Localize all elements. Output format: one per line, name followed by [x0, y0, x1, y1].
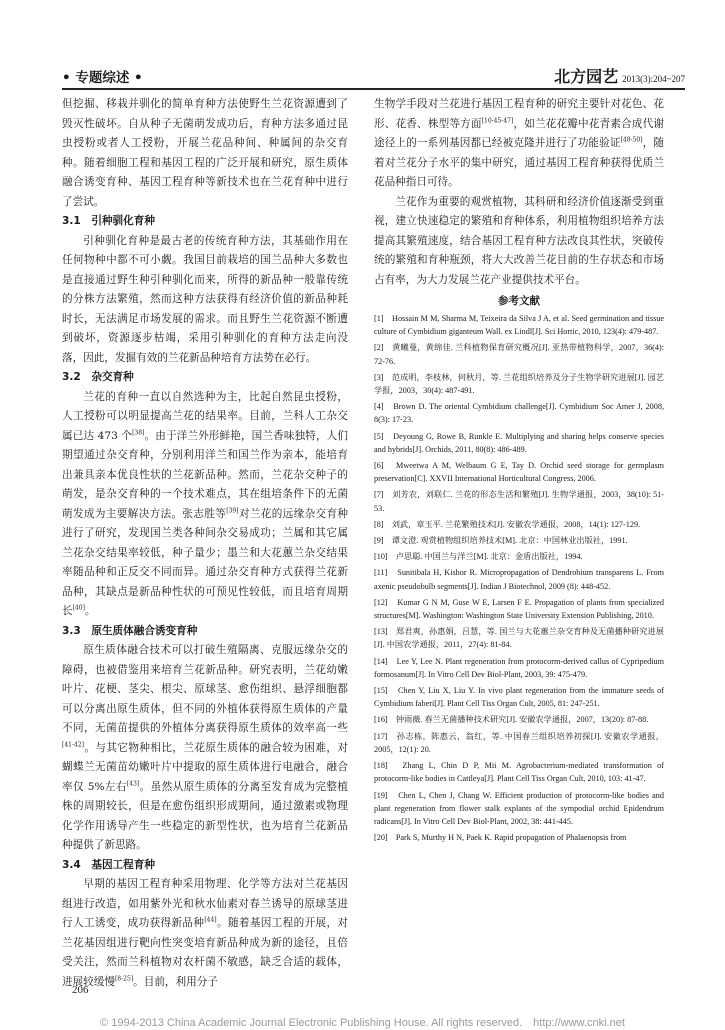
reference-item: [6] Mweetwa A M, Welbaum G E, Tay D. Orchid seed storage for germplasm preservation[C]. XXVII International Horticultural Congress, 2006. — [374, 461, 664, 484]
body-text: 。由于洋兰外形鲜艳，国兰香味独特，人们期望通过杂交育种，分别利用洋兰和国兰作为亲本，能培育出兼具亲本优良性状的兰花新品种。然而，兰花杂交种子的萌发，是杂交育种的一个技术难点，其在组培条件下的无菌萌发成为主要解决方法。张志胜等 — [62, 429, 348, 520]
journal-info — [554, 64, 685, 87]
body-text: 。 — [84, 605, 96, 617]
citation: [40] — [72, 604, 85, 612]
section-3-2-title: 3.2 杂交育种 — [62, 371, 134, 383]
body-text: 兰花的育种一直以自然选种为主，比起自然昆虫授粉，人工授粉可以明显提高兰花的结果率。目前，兰科人工杂交属已达 473 个 — [62, 390, 348, 442]
reference-item: [18] Zhang L, Chin D P, Mii M. Agrobacterium-mediated transformation of protocorm-like bodies in Cattleya[J]. Plant Cell Tiss Organ Cult, 2010, 103: 41-47. — [374, 761, 664, 784]
citation: [43] — [126, 779, 140, 787]
intro-paragraph: 但挖掘、移栽并驯化的简单育种方法使野生兰花资源遭到了毁灭性破坏。自从种子无菌萌发成功后，育种方法多通过昆虫授粉或者人工授粉，开展兰花品种间、种属间的杂交育种。随着细胞工程和基因工程的广泛开展和研究，原生质体融合诱变育种、基因工程育种等新技术也在兰花育种中进行了尝试。 — [62, 98, 348, 208]
reference-item: [10] 卢思聪. 中国兰与洋兰[M]. 北京：金盾出版社，1994. — [374, 552, 583, 562]
reference-item: [9] 谭文澄. 观赏植物组织培养技术[M]. 北京：中国林业出版社，1991. — [374, 536, 628, 546]
reference-item: [13] 郑君爽，孙惠娟，吕慧，等. 国兰与大花蕙兰杂交育种及无菌播种研究进展[J]. 中国农学通报，2011，27(4): 81-84. — [374, 627, 664, 650]
citation: [38] — [132, 428, 145, 436]
body-text: 。与其它物种相比，兰花原生质体的融合较为困难，对蝴蝶兰无菌苗幼嫩叶片中提取的原生质体进行电融合，融合率仅 5%左右 — [62, 741, 348, 793]
section-3-1-body: 引种驯化育种是最古老的传统育种方法，其基础作用在任何物种中都不可小觑。我国目前栽培的国兰品种大多数也是直接通过野生种引种驯化而来，所得的新品种一般靠传统的分株方法繁殖，然而这种方法获得有经济价值的新品种耗时长，无法满足市场发展的需求。而且野生兰花资源不断遭到破坏，资源逐步枯竭，采用引种驯化的育种方法走向没落，因此，发掘有效的兰花新品种培育方法势在必行。 — [62, 234, 348, 364]
journal-issue: 2013(3):204~207 — [622, 74, 685, 84]
journal-name: 北方园艺 — [554, 67, 619, 86]
citation: [48-50] — [620, 136, 643, 144]
body-text: ，随着对兰花分子水平的集中研究，通过基因工程育种获得优质兰花品种指日可待。 — [374, 137, 665, 188]
body-text: 。目前，利用分子 — [133, 975, 218, 988]
reference-item: [17] 孙志栋，陈惠云，翁红，等. 中国春兰组织培养初探[J]. 安徽农学通报，2005，12(1): 20. — [374, 731, 664, 754]
section-3-1-title: 3.1 引种驯化育种 — [62, 215, 155, 227]
right-column — [374, 95, 664, 847]
reference-item: [20] Park S, Murthy H N, Paek K. Rapid propagation of Phalaenopsis from — [374, 833, 627, 843]
reference-item: [19] Chen L, Chen J, Chang W. Efficient production of protocorm-like bodies and plant regeneration from flower stalk explants of the sympodial orchid Epidendrum radicans[J]. In Vitro Cell Dev Biol-Plant, 2002, 38: 441-445. — [374, 790, 664, 826]
citation: [10-45-47] — [481, 116, 514, 124]
section-3-4-body — [62, 875, 348, 992]
body-text: 原生质体融合技术可以打破生殖隔离、克服远缘杂交的障碍，也被借鉴用来培育兰花新品种。研究表明，兰花幼嫩叶片、花梗、茎尖、根尖、原球茎、愈伤组织、悬浮细胞都可以分离出原生质体，但不同的外植体获得原生质体的产量不同，无菌苗提供的外植体分离获得原生质体的效率高一些 — [62, 644, 348, 734]
citation: [8-25] — [114, 974, 134, 982]
reference-item: [8] 刘武，章玉平. 兰花繁殖技术[J]. 安徽农学通报，2008，14(1): 127-129. — [374, 519, 641, 529]
reference-item: [5] Deyoung G, Rowe B, Runkle E. Multiplying and sharing helps conserve species and hybrids[J]. Orchids, 2011, 80(8): 486-489. — [374, 431, 664, 454]
reference-item: [15] Chen Y, Liu X, Liu Y. In vivo plant regeneration from the immature seeds of Cymbidium faberi[J]. Plant Cell Tiss Organ Cult, 2005, 81: 247-251. — [374, 686, 664, 709]
citation: [41-42] — [62, 740, 84, 748]
body-text: 。随着基因工程的开展，对兰花基因组进行靶向性突变培育新品种成为新的途径，且倍受关注，然而兰科植物对农杆菌不敏感，缺乏合适的载体，进展较缓慢 — [62, 917, 349, 988]
reference-item: [7] 刘芳农，刘联仁. 兰花的形态生活和繁殖[J]. 生物学通报，2003，38(10): 51-53. — [374, 490, 664, 513]
reference-item: [12] Kumar G N M, Guse W E, Larsen F E. Propagation of plants from specialized structures[M]. Washington: Washington State University Extension Publishing, 2010. — [374, 597, 664, 621]
conclusion-paragraph: 兰花作为重要的观赏植物，其科研和经济价值逐渐受到重视，建立快速稳定的繁殖和育种体系，利用植物组织培养方法提高其繁殖速度，结合基因工程育种方法改良其性状，突破传统的繁殖和育种瓶颈，将大大改善兰花目前的生存状态和市场占有率，为大力发展兰花产业提供技术平台。 — [374, 195, 664, 286]
body-text: ，如兰花花瓣中花青素合成代谢途径上的一系列基因都已经被克隆并进行了功能验证 — [374, 117, 665, 149]
left-column — [62, 95, 348, 992]
references-title: 参考文献 — [498, 295, 540, 307]
body-text: 生物学手段对兰花进行基因工程育种的研究主要针对花色、花形、花香、株型等方面 — [374, 98, 664, 130]
references-list — [374, 312, 664, 844]
citation: [39] — [226, 506, 239, 514]
reference-item: [11] Sunitibala H, Kishor R. Micropropagation of Dendrobium transparens L. From axenic pseudobulb segments[J]. Indian J Biotechnol, 2009 (8): 448-452. — [374, 568, 664, 591]
section-3-3-body — [62, 641, 348, 856]
section-label: • 专题综述 • — [62, 70, 143, 86]
reference-item: [2] 黄曦曼，黄绵佳. 兰科植物保育研究概况[J]. 亚热带植物科学，2007，36(4): 72-76. — [374, 343, 664, 366]
reference-item: [4] Brown D. The oriental Cymbidium challenge[J]. Cymbidium Soc Amer J, 2008, 8(3): 17-23. — [374, 402, 664, 425]
reference-item: [1] Hossain M M, Sharma M, Teixeira da Silva J A, et al. Seed germination and tissue culture of Cymbidium giganteum Wall. ex Lindl[J]. Sci Hortic, 2010, 123(4): 479-487. — [374, 314, 664, 337]
page-header — [62, 64, 685, 86]
body-text: 对兰花的远缘杂交育种进行了研究，发现国兰类各种间杂交易成功；兰属和其它属兰花杂交结果率较低，种子量少；墨兰和大花蕙兰杂交结果率随品种和正反交不同而异。通过杂交育种方式获得兰花新品种，其缺点是新品种性状的可预见性较低，而且培育周期长 — [62, 507, 348, 617]
header-rule — [62, 88, 685, 90]
section-3-4-title: 3.4 基因工程育种 — [62, 858, 155, 871]
reference-item: [3] 范成明，李枝林，何秋月，等. 兰花组织培养及分子生物学研究进展[J]. 园艺学报，2003，30(4): 487-491. — [374, 372, 664, 396]
page-number: 206 — [72, 984, 89, 996]
body-text: 。虽然从原生质体的分离至发育成为完整植株的周期较长，但是在愈伤组织形成期间，通过激素或物理化学作用诱导产生一些稳定的新型性状，也为培育兰花新品种提供了新思路。 — [62, 780, 348, 851]
citation: [44] — [204, 916, 217, 924]
copyright-footer: © 1994-2013 China Academic Journal Electronic Publishing House. All rights reserved. http://www.cnki.net — [100, 1017, 625, 1029]
reference-item: [14] Lee Y, Lee N. Plant regeneration from protocorm-derived callus of Cypripedium formosanum[J]. In Vitro Cell Dev Biol-Plant, 2003, 39: 475-479. — [374, 656, 664, 679]
section-3-3-title: 3.3 原生质体融合诱变育种 — [62, 624, 198, 637]
section-3-2-body — [62, 388, 348, 622]
body-text: 早期的基因工程育种采用物理、化学等方法对兰花基因组进行改造，如用紫外光和秋水仙素对春兰诱导的原球茎进行人工诱变，成功获得新品种 — [62, 878, 348, 929]
reference-item: [16] 钟雨薇. 春兰无菌播种技术研究[J]. 安徽农学通报，2007，13(20): 87-88. — [374, 715, 649, 725]
continued-paragraph — [374, 95, 664, 193]
